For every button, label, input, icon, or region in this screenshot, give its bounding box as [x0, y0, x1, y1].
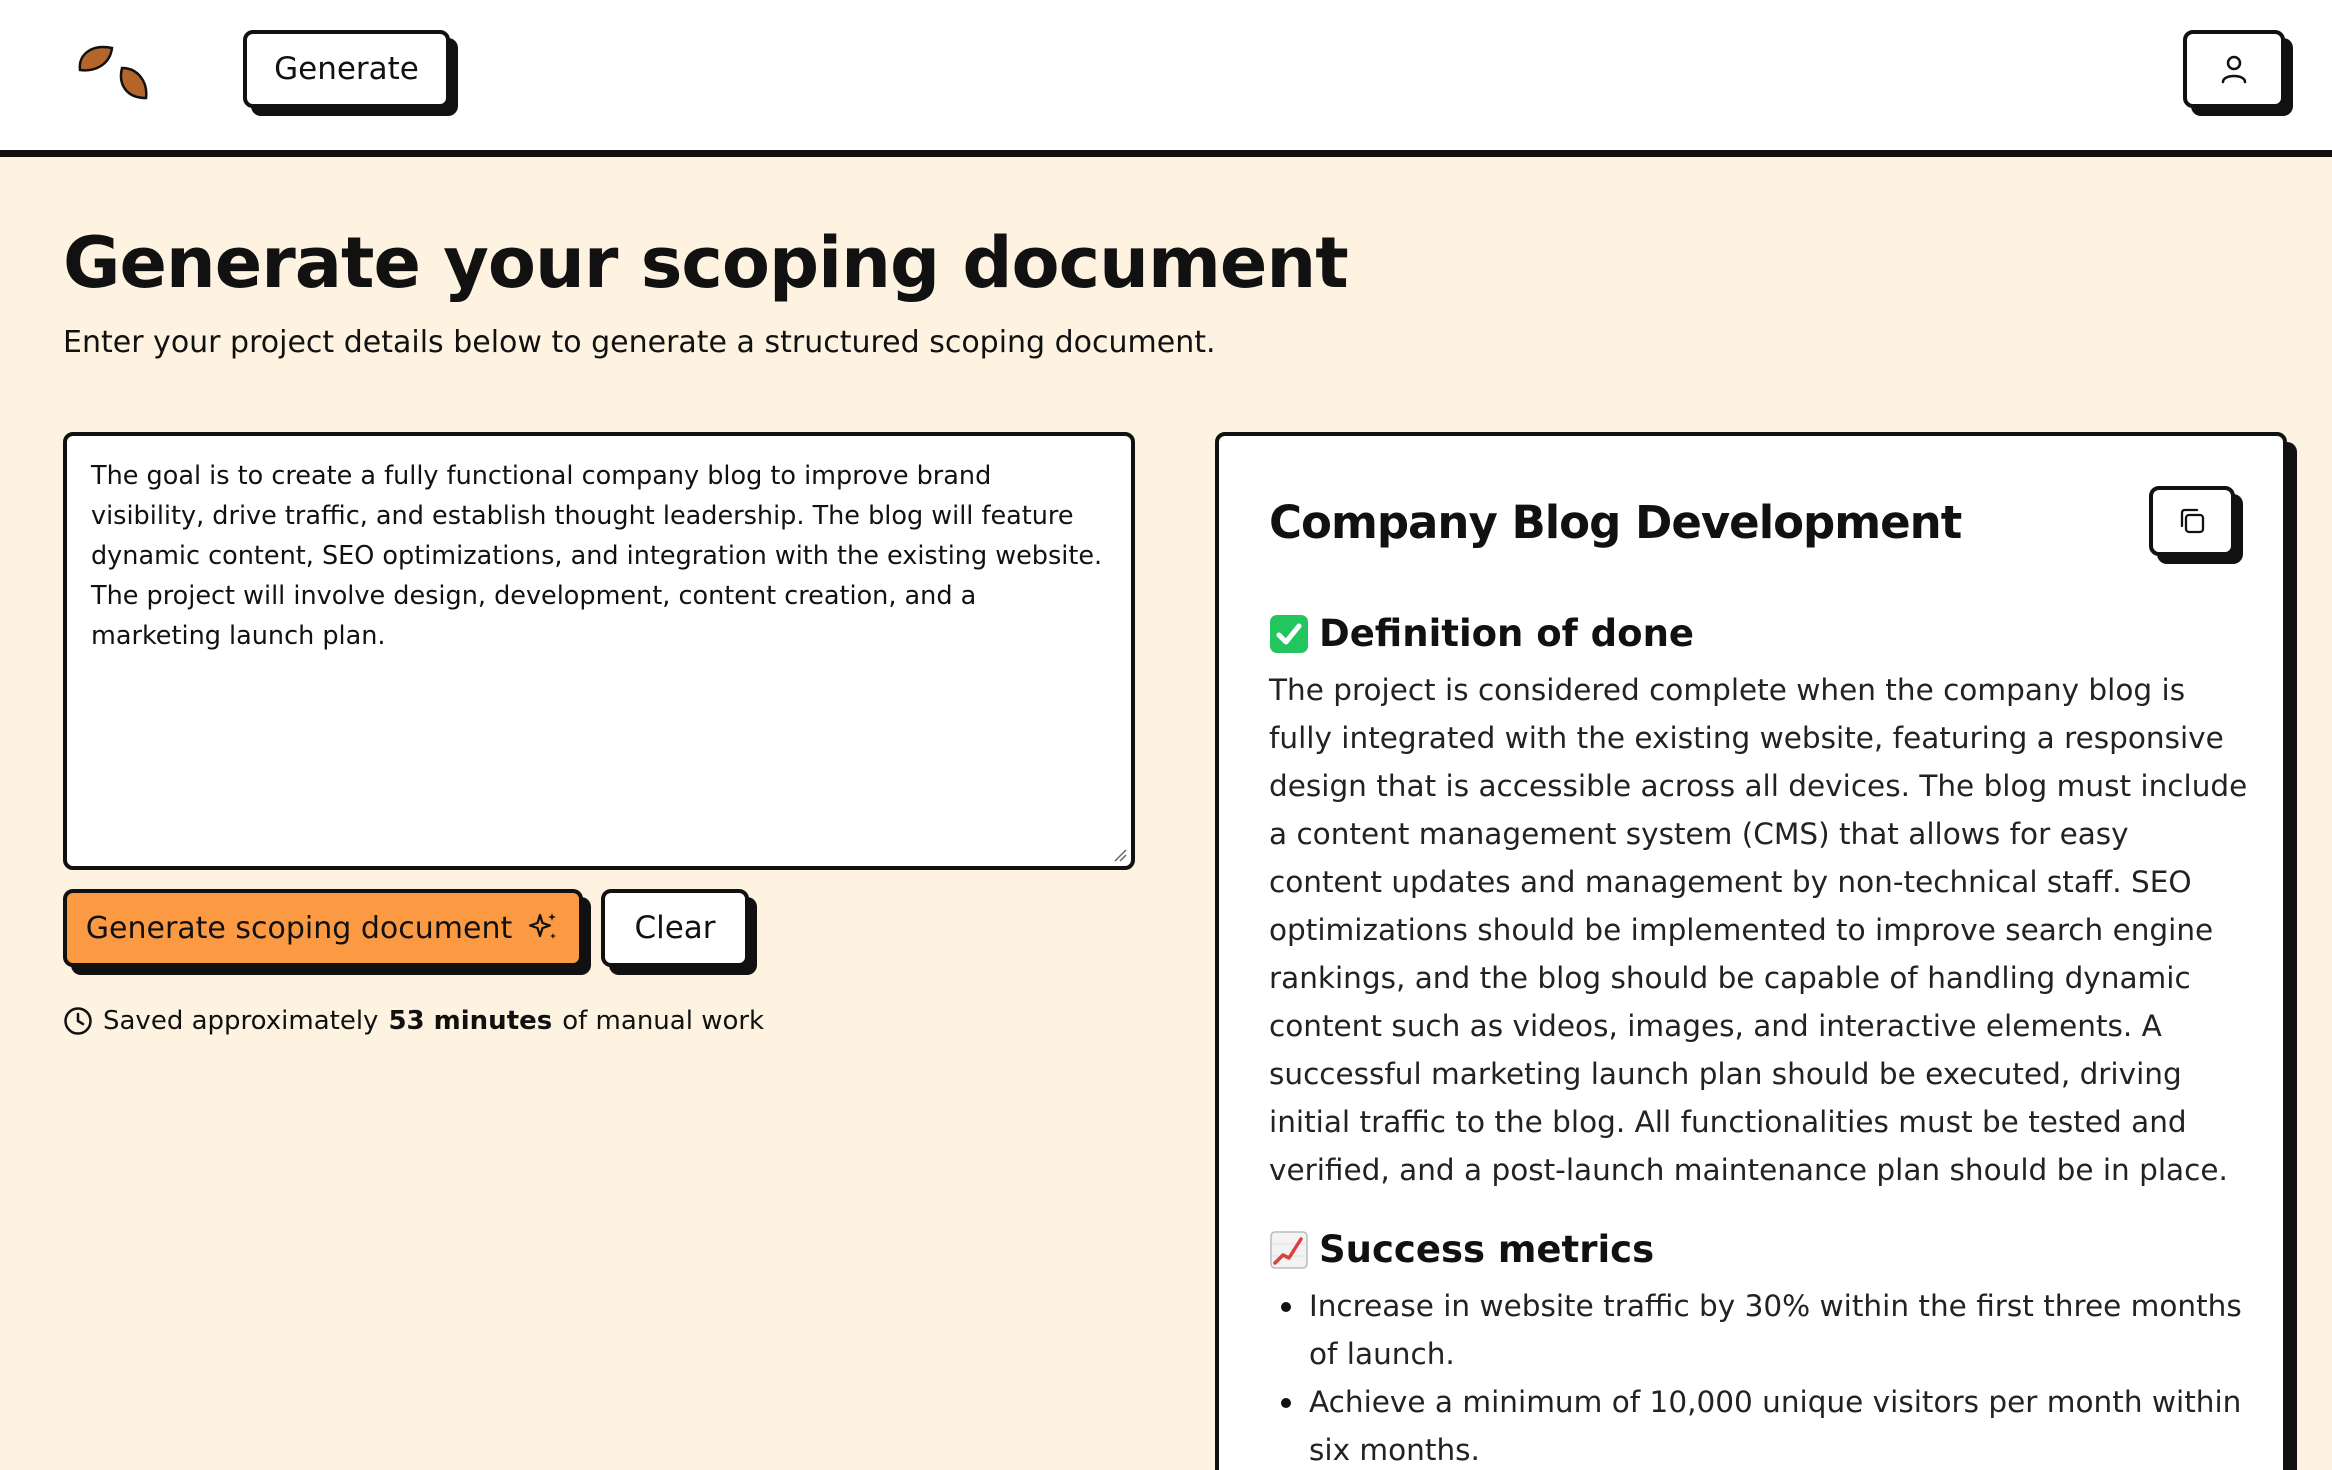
clear-button-label: Clear: [634, 910, 716, 946]
logo-leaves-icon[interactable]: [74, 40, 154, 100]
time-saved-info: [63, 1006, 764, 1036]
page-subtitle: Enter your project details below to generate a structured scoping document.: [63, 325, 1216, 360]
sparkle-icon: [526, 911, 560, 945]
page-title: Generate your scoping document: [63, 222, 1348, 304]
generate-button-label: Generate scoping document: [85, 910, 513, 946]
resize-grip-icon[interactable]: [1111, 846, 1127, 862]
saved-suffix: of manual work: [562, 1006, 765, 1036]
scoping-document-output[interactable]: [1215, 432, 2287, 1470]
saved-amount: 53 minutes: [388, 1006, 553, 1036]
list-item: Achieve a minimum of 10,000 unique visitors per month within six months.: [1269, 1378, 2259, 1470]
generate-scoping-document-button[interactable]: [63, 889, 583, 967]
top-header: [0, 0, 2332, 157]
definition-of-done-heading: [1269, 612, 1694, 655]
nav-generate-label: Generate: [274, 51, 419, 87]
document-title: Company Blog Development: [1269, 496, 1962, 549]
copy-document-button[interactable]: [2149, 486, 2235, 556]
user-account-button[interactable]: [2183, 30, 2285, 108]
success-metrics-list: [1269, 1282, 2259, 1470]
copy-icon: [2176, 505, 2208, 537]
definition-of-done-text: The project is considered complete when the company blog is fully integrated with the existing website, featuring a responsive design that is accessible across all devices. The blog must include a content management system (CMS) that allows for easy content updates and management by non-technical staff. SEO optimizations should be implemented to improve search engine rankings, and the blog should be capable of handling dynamic content such as videos, images, and interactive elements. A successful marketing launch plan should be executed, driving initial traffic to the blog. All functionalities must be tested and verified, and a post-launch maintenance plan should be in place.: [1269, 673, 2248, 1187]
success-metrics-heading: [1269, 1228, 1654, 1271]
list-item: Increase in website traffic by 30% within the first three months of launch.: [1269, 1282, 2259, 1378]
success-metrics-title: Success metrics: [1319, 1228, 1655, 1271]
saved-prefix: Saved approximately: [103, 1006, 379, 1036]
project-details-container: [63, 432, 1135, 870]
check-mark-icon: [1269, 614, 1309, 654]
project-details-input[interactable]: [67, 436, 1131, 866]
clock-icon: [63, 1006, 93, 1036]
nav-generate-button[interactable]: [243, 30, 450, 108]
clear-button[interactable]: [601, 889, 749, 967]
definition-of-done-title: Definition of done: [1319, 612, 1695, 655]
chart-increasing-icon: [1269, 1230, 1309, 1270]
user-icon: [2220, 54, 2248, 84]
